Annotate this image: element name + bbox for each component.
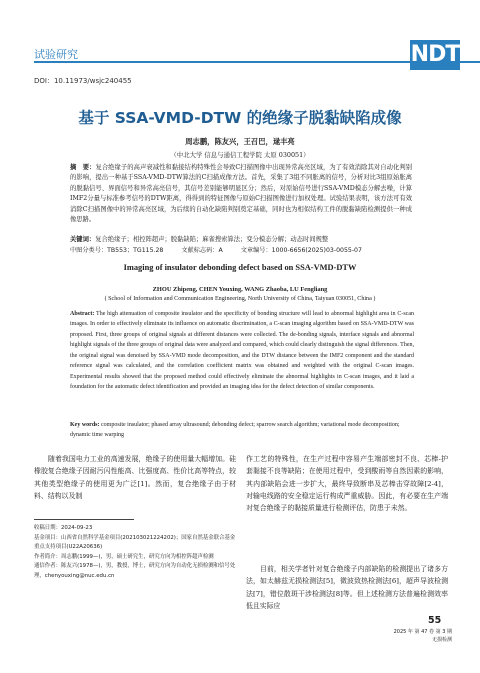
abstract-cn <box>70 163 412 225</box>
doi[interactable]: DOI：10.11973/wsjc240455 <box>34 77 132 85</box>
footnote-fund: 基金项目：山西省自然科学基金项目(202103021224202)；国家自然基金联合基金重点支持项目(U22A20636) <box>34 534 236 551</box>
ndt-logo: NDT <box>410 40 460 70</box>
authors-en: ZHOU Zhipeng, CHEN Youxing, WANG Zhaoba, LU Fengliang <box>152 286 328 293</box>
keywords-label-cn: 关键词： <box>70 236 96 243</box>
footnote-corresponding: 通信作者：陈友兴(1978—)，男，教授，博士，研究方向为自动化无损检测和信号处理，chenyouxing@nuc.edu.cn <box>34 563 236 579</box>
keywords-cn <box>70 235 412 245</box>
article-number: 文章编号：1000-6656(2025)03-0055-07 <box>240 247 362 254</box>
section-label: 试验研究 <box>34 48 78 61</box>
issue-line: 2025 年 第 47 卷 第 3 期 <box>393 629 452 635</box>
clc-number: 中图分类号：TB553；TG115.28 <box>70 247 164 254</box>
abstract-text-en: The high attenuation of composite insulator and the specificity of bonding structure will lead to abnormal highlight area in C-scan images. In order to effectively eliminate its influence on automatic discrimination, a C-scan imaging algorithm based on SSA-VMD-DTW was proposed. First, three groups of original signals at different distances were collected. The de-bonding signals, interface signals and abnormal highlight signals of the three groups of original data were analyzed and compared, which could clearly distinguish the signal differences. Then, the original signal was denoised by SSA-VMD mode decomposition, and the DTW distance between the IMF2 component and the standard reference signal was calculated, and the correlation coefficient matrix was obtained and weighted with the original C-scan images. Experimental results showed that the proposed method could effectively eliminate the abnormal highlights in C-scan images, and it laid a foundation for the automatic defect identification and provided an imaging idea for the defect detection of similar components. <box>70 311 414 391</box>
abstract-label-en: Abstract: <box>70 311 95 317</box>
page-number: 55 <box>428 615 442 626</box>
abstract-text-cn: 复合绝缘子的高声衰减性和黏接结构特殊性会导致C扫描图像中出现异常高亮区域，为了有效消除其对自动化判别的影响，提出一种基于SSA-VMD-DTW算法的C扫描成像方法。首先，采集了3组不同胀离的信号，分析对比3组原始胀离的脱黏信号、界面信号和异常高亮信号，其信号差别能够明显区分；然后，对原始信号进行SSA-VMD模态分解去噪，计算IMF2分量与标准参考信号的DTW距离，得得到的特征图像与原始C扫描图像进行加权处理。试验结果表明，该方法可有效消除C扫描图像中的异常高亮区域，为后续的自动化缺陷判别奠定基础，同时也为相似结构工件的脱黏缺陷检测提供一种成像思路。 <box>70 164 412 224</box>
affiliation-en: ( School of Information and Communication Engineering, North University of China, Taiyuan 030051, China ) <box>104 296 376 302</box>
body-right-paragraph-1: 作工艺的特殊性，在生产过程中容易产生端部密封不良、芯棒-护套黏接不良等缺陷；在使用过程中，受到酸雨等自然因素的影响，其内部缺陷会进一步扩大，最终导致断串及芯棒击穿故障[2-4]，对输电线路的安全稳定运行构成严重威胁。因此，有必要在生产端对复合绝缘子的黏接质量进行检测评估，防患于未然。 <box>246 455 448 513</box>
paper-title-en: Imaging of insulator debonding defect based on SSA-VMD-DTW <box>123 263 357 272</box>
footnote-received: 收稿日期：2024-09-23 <box>34 525 93 531</box>
abstract-label-cn: 摘 要： <box>70 164 96 171</box>
keywords-text-en: composite insulator; phased array ultrasound; debonding defect; sparrow search algorithm; variational mode decomposition; dynamic time warping <box>70 422 400 439</box>
journal-name: 无损检测 <box>431 637 452 643</box>
footnotes <box>34 524 239 582</box>
keywords-label-en: Key words: <box>70 422 100 428</box>
header-rule <box>0 56 480 70</box>
footnote-divider <box>34 519 134 520</box>
classification-line <box>70 245 412 254</box>
authors-cn: 周志鹏，陈友兴，王召巴，逯丰亮 <box>185 137 295 146</box>
keywords-en <box>70 420 414 441</box>
issue-info <box>382 628 452 644</box>
affiliation-cn: （中北大学 信息与通信工程学院 太原 030051） <box>170 151 310 159</box>
abstract-en <box>70 309 414 393</box>
document-code: 文献标志码：A <box>181 247 223 254</box>
paper-title-cn: 基于 SSA-VMD-DTW 的绝缘子脱黏缺陷成像 <box>78 109 402 127</box>
footnote-author: 作者简介：周志鹏(1999—)，男，硕士研究生，研究方向为相控阵超声检测 <box>34 553 214 560</box>
body-left-paragraph: 随着我国电力工业的高速发展，绝缘子的使用量大幅增加。硅橡胶复合绝缘子因耐污闪性能高、比强度高、性价比高等特点，较其他类型绝缘子的使用更为广泛[1]。然而，复合绝缘子由于材料、结构以及制 <box>34 455 236 500</box>
keywords-text-cn: 复合绝缘子；相控阵超声；脱黏缺陷；麻雀搜索算法；变分模态分解；动态时间规整 <box>95 236 329 243</box>
body-right-paragraph-2: 目前，相关学者针对复合绝缘子内部缺陷的检测提出了诸多方法，如太赫兹无损检测法[5]，微波致热检测法[6]，超声导波检测法[7]，错位散斑干涉检测法[8]等。但上述检测方法普遍检测效率低且实际应 <box>246 565 448 610</box>
